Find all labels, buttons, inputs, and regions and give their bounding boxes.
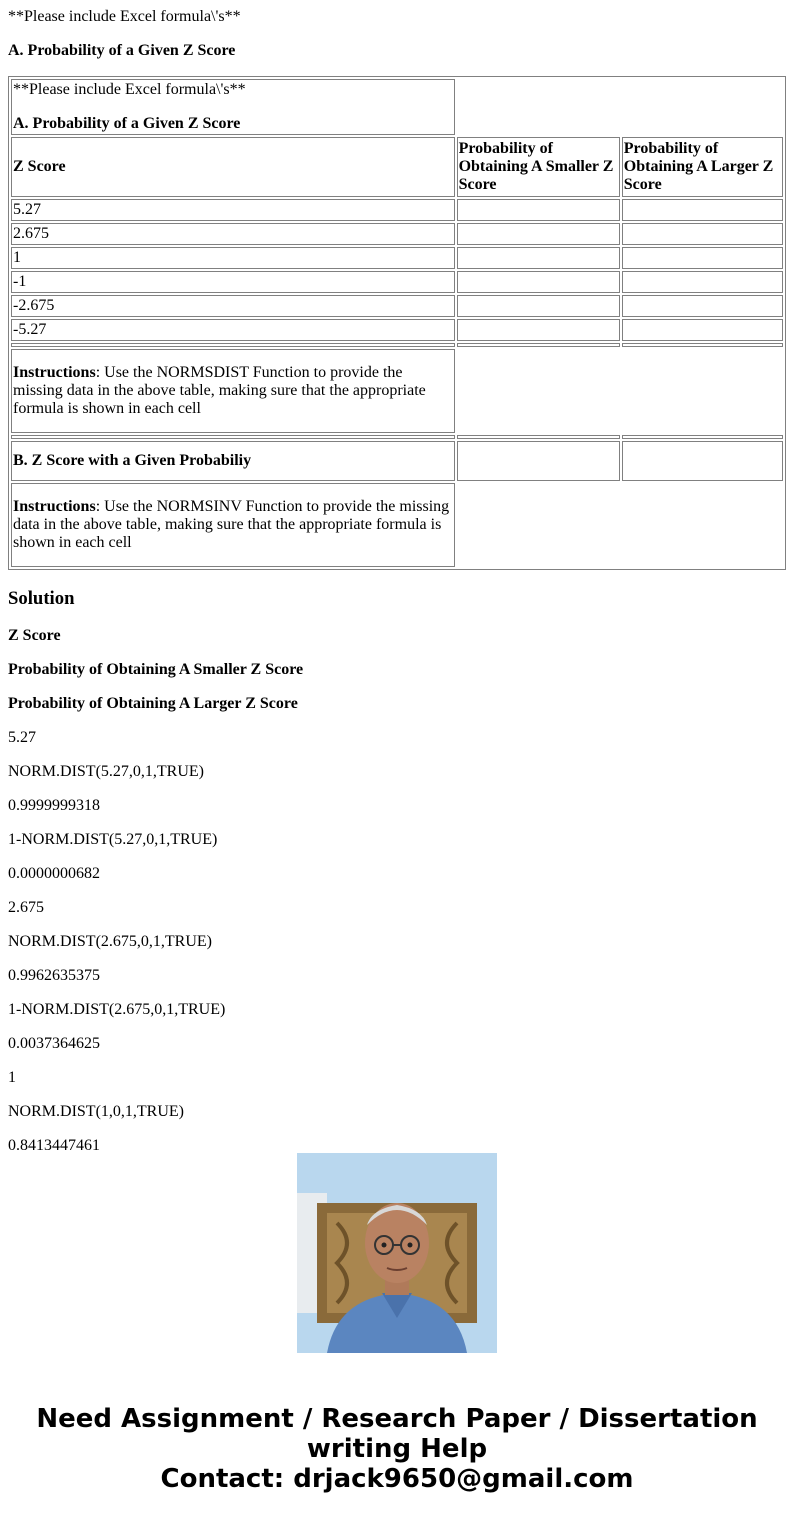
solution-line: NORM.DIST(1,0,1,TRUE) — [8, 1103, 184, 1120]
section-b-empty-cell — [622, 441, 783, 481]
promo-line: writing Help — [306, 1434, 488, 1464]
table-row — [11, 199, 783, 221]
solution-line: 2.675 — [8, 899, 44, 916]
solution-line: NORM.DIST(5.27,0,1,TRUE) — [8, 763, 204, 780]
solution-line: NORM.DIST(2.675,0,1,TRUE) — [8, 933, 212, 950]
smaller-probability-cell — [457, 319, 620, 341]
z-value-cell: -5.27 — [11, 319, 455, 341]
z-score-table — [8, 76, 786, 570]
section-b-heading: B. Z Score with a Given Probabiliy — [11, 441, 455, 481]
contact-email: Contact: drjack9650@gmail.com — [160, 1464, 634, 1494]
solution-line: 1-NORM.DIST(5.27,0,1,TRUE) — [8, 831, 218, 848]
table-separator — [11, 435, 783, 439]
smaller-probability-cell — [457, 271, 620, 293]
header-smaller-probability: Probability of Obtaining A Smaller Z Score — [457, 137, 620, 197]
document-content — [8, 0, 786, 1154]
solution-line: 1-NORM.DIST(2.675,0,1,TRUE) — [8, 1001, 226, 1018]
z-value-cell: -2.675 — [11, 295, 455, 317]
solution-col-z: Z Score — [8, 627, 61, 644]
larger-probability-cell — [622, 247, 783, 269]
larger-probability-cell — [622, 319, 783, 341]
table-row — [11, 271, 783, 293]
instructions-a-cell: Instructions: Use the NORMSDIST Function to provide the missing data in the above table, making sure that the appropriate formula is shown in each cell — [11, 349, 455, 433]
table-row — [11, 319, 783, 341]
larger-probability-cell — [622, 295, 783, 317]
section-b-empty-cell — [457, 441, 620, 481]
table-note: **Please include Excel formula\'s** — [13, 81, 246, 98]
promo-footer — [0, 1122, 794, 1523]
larger-probability-cell — [622, 271, 783, 293]
solution-line: 0.0000000682 — [8, 865, 100, 882]
table-row — [11, 247, 783, 269]
smaller-probability-cell — [457, 223, 620, 245]
table-separator — [11, 343, 783, 347]
solution-heading: Solution — [8, 588, 75, 609]
section-a-heading: A. Probability of a Given Z Score — [8, 42, 236, 59]
solution-line: 0.9999999318 — [8, 797, 100, 814]
table-title-cell — [11, 79, 455, 135]
table-row — [11, 295, 783, 317]
header-larger-probability: Probability of Obtaining A Larger Z Score — [622, 137, 783, 197]
solution-line: 1 — [8, 1069, 16, 1086]
z-value-cell: 2.675 — [11, 223, 455, 245]
solution-line: 0.0037364625 — [8, 1035, 100, 1052]
header-z-score: Z Score — [11, 137, 455, 197]
larger-probability-cell — [622, 199, 783, 221]
z-value-cell: 1 — [11, 247, 455, 269]
solution-line: 0.8413447461 — [8, 1137, 100, 1154]
larger-probability-cell — [622, 223, 783, 245]
table-row — [11, 223, 783, 245]
solution-col-larger: Probability of Obtaining A Larger Z Score — [8, 695, 298, 712]
solution-line: 0.9962635375 — [8, 967, 100, 984]
smaller-probability-cell — [457, 247, 620, 269]
avatar — [297, 1153, 497, 1353]
table-section-a-title: A. Probability of a Given Z Score — [13, 115, 241, 132]
instructions-b-cell: Instructions: Use the NORMSINV Function to provide the missing data in the above table, making sure that the appropriate formula is shown in each cell — [11, 483, 455, 567]
promo-text — [0, 1404, 794, 1494]
promo-line: Need Assignment / Research Paper / Dissertation — [36, 1404, 758, 1434]
solution-line: 5.27 — [8, 729, 36, 746]
z-value-cell: 5.27 — [11, 199, 455, 221]
smaller-probability-cell — [457, 295, 620, 317]
solution-col-smaller: Probability of Obtaining A Smaller Z Score — [8, 661, 304, 678]
excel-formula-note: **Please include Excel formula\'s** — [8, 8, 241, 25]
portrait-photo — [297, 1153, 497, 1353]
z-value-cell: -1 — [11, 271, 455, 293]
smaller-probability-cell — [457, 199, 620, 221]
